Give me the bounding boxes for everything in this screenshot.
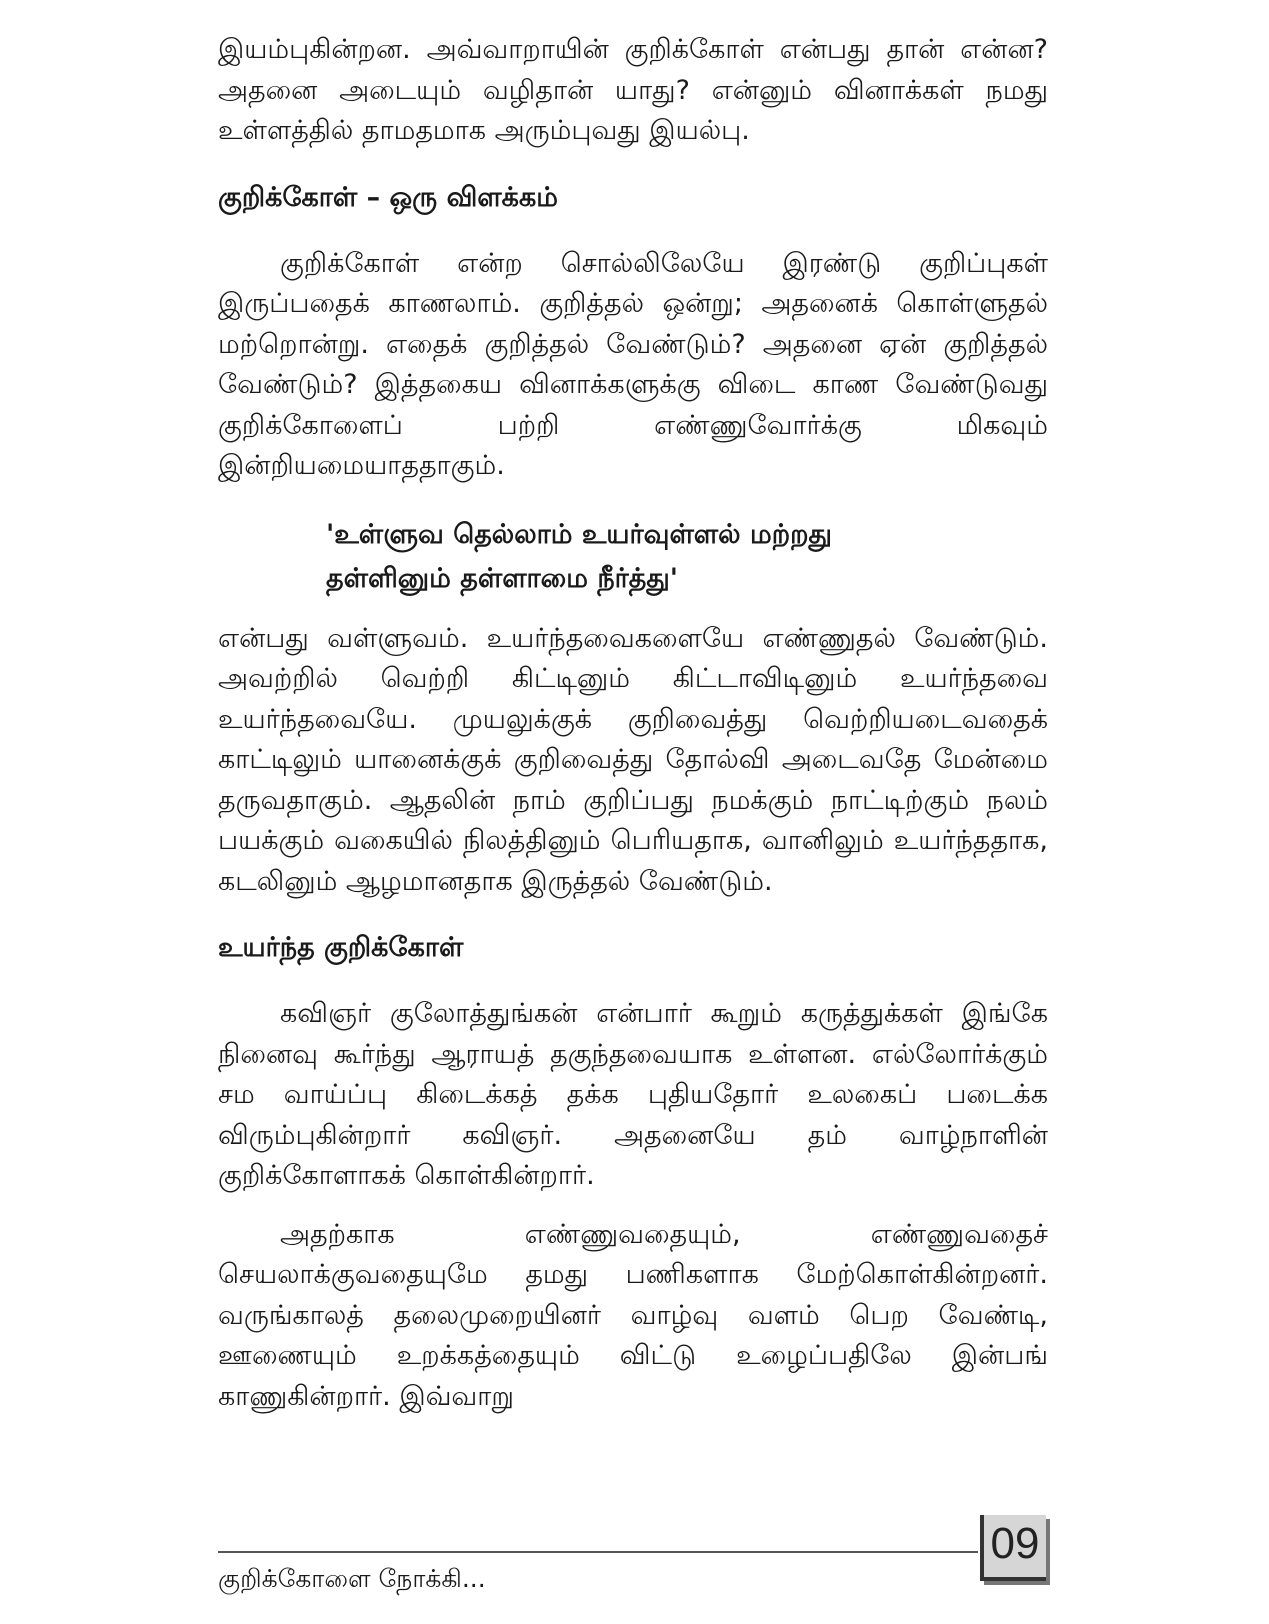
section-heading-1: குறிக்கோள் – ஒரு விளக்கம் — [218, 181, 558, 213]
spacer — [218, 601, 1048, 619]
page-number: 09 — [990, 1519, 1040, 1568]
spacer — [218, 487, 1048, 513]
page-body — [218, 30, 1048, 1417]
spacer — [218, 152, 1048, 178]
spacer — [218, 218, 1048, 244]
paragraph-1: இயம்புகின்றன. அவ்வாறாயின் குறிக்கோள் என்பது தான் என்ன? அதனை அடையும் வழிதான் யாது? என்னும் வினாக்கள் நமது உள்ளத்தில் தாமதமாக அரும்புவது இயல்பு. — [218, 34, 1048, 146]
spacer — [218, 968, 1048, 994]
page-footer — [218, 1515, 1048, 1605]
footer-divider — [218, 1551, 978, 1553]
paragraph-2: குறிக்கோள் என்ற சொல்லிலேயே இரண்டு குறிப்புகள் இருப்பதைக் காணலாம். குறித்தல் ஒன்று; அதனைக் கொள்ளுதல் மற்றொன்று. எதைக் குறித்தல் வேண்டும்? அதனை ஏன் குறித்தல் வேண்டும்? இத்தகைய வினாக்களுக்கு விடை காண வேண்டுவது குறிக்கோளைப் பற்றி எண்ணுவோர்க்கு மிகவும் இன்றியமையாததாகும். — [218, 247, 1048, 481]
page-number-box — [980, 1515, 1046, 1581]
quote-line-1: 'உள்ளுவ தெல்லாம் உயர்வுள்ளல் மற்றது — [326, 518, 832, 550]
paragraph-5: அதற்காக எண்ணுவதையும், எண்ணுவதைச் செயலாக்குவதையுமே தமது பணிகளாக மேற்கொள்கின்றனர். வருங்காலத் தலைமுறையினர் வாழ்வு வளம் பெற வேண்டி, ஊணையும் உறக்கத்தையும் விட்டு உழைப்பதிலே இன்பங் காணுகின்றார். இவ்வாறு — [218, 1218, 1048, 1412]
spacer — [218, 1197, 1048, 1215]
spacer — [218, 902, 1048, 928]
section-heading-2: உயர்ந்த குறிக்கோள் — [218, 932, 464, 963]
paragraph-3: என்பது வள்ளுவம். உயர்ந்தவைகளையே எண்ணுதல் வேண்டும். அவற்றில் வெற்றி கிட்டினும் கிட்டாவிடினும் உயர்ந்தவை உயர்ந்தவையே. முயலுக்குக் குறிவைத்து வெற்றியடைவதைக் காட்டிலும் யானைக்குக் குறிவைத்து தோல்வி அடைவதே மேன்மை தருவதாகும். ஆதலின் நாம் குறிப்பது நமக்கும் நாட்டிற்கும் நலம் பயக்கும் வகையில் நிலத்தினும் பெரியதாக, வானிலும் உயர்ந்ததாக, கடலினும் ஆழமானதாக இருத்தல் வேண்டும். — [218, 622, 1048, 897]
quote-line-2: தள்ளினும் தள்ளாமை நீர்த்து' — [326, 562, 679, 594]
kural-quote — [218, 513, 1048, 601]
paragraph-4: கவிஞர் குலோத்துங்கன் என்பார் கூறும் கருத்துக்கள் இங்கே நினைவு கூர்ந்து ஆராயத் தகுந்தவையாக உள்ளன. எல்லோர்க்கும் சம வாய்ப்பு கிடைக்கத் தக்க புதியதோர் உலகைப் படைக்க விரும்புகின்றார் கவிஞர். அதனையே தம் வாழ்நாளின் குறிக்கோளாகக் கொள்கின்றார். — [218, 998, 1048, 1191]
running-footer-title: குறிக்கோளை நோக்கி... — [218, 1564, 486, 1593]
